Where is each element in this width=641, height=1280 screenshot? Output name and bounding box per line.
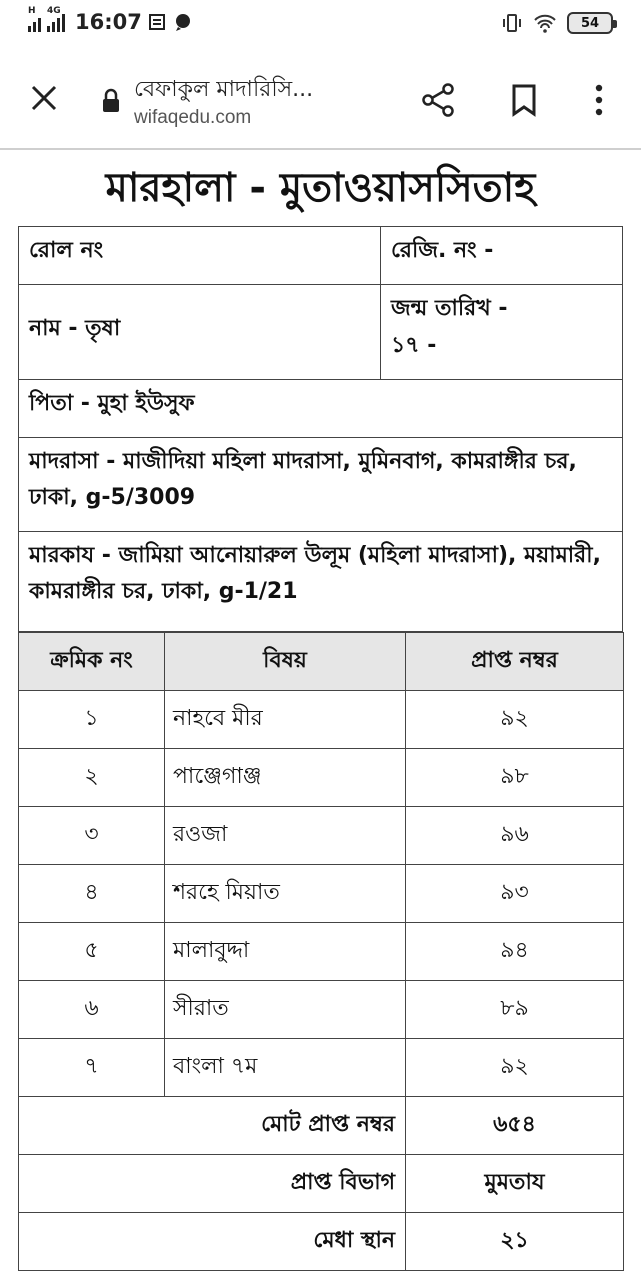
col-header-marks: প্রাপ্ত নম্বর <box>406 633 624 691</box>
row-serial: ৩ <box>19 807 165 865</box>
merit-label: মেধা স্থান <box>19 1213 406 1271</box>
table-row <box>19 981 624 1039</box>
total-row <box>19 1097 624 1155</box>
table-row <box>19 807 624 865</box>
father-row <box>19 380 623 438</box>
table-row <box>19 749 624 807</box>
row-subject: পাঞ্জেগাঞ্জ <box>165 749 406 807</box>
merit-value: ২১ <box>406 1213 624 1271</box>
battery-level: 54 <box>580 15 600 31</box>
row-marks: ৯২ <box>406 1039 624 1097</box>
page-title-text[interactable]: বেফাকুল মাদারিসি... <box>134 77 314 102</box>
col-header-serial: ক্রমিক নং <box>19 633 165 691</box>
marks-table <box>18 632 624 1271</box>
status-left <box>28 6 192 34</box>
dob-value: ১৭ - <box>391 333 437 358</box>
browser-toolbar <box>0 50 641 150</box>
close-icon[interactable] <box>26 80 62 116</box>
markaz-row <box>19 532 623 632</box>
table-row <box>19 1039 624 1097</box>
madrasa-label: মাদরাসা - মাজীদিয়া মহিলা মাদরাসা, মুমিনবাগ, কামরাঙ্গীর চর, ঢাকা, g-5/3009 <box>19 438 623 532</box>
roll-row <box>19 227 623 285</box>
row-marks: ৮৯ <box>406 981 624 1039</box>
row-subject: শরহে মিয়াত <box>165 865 406 923</box>
row-subject: সীরাত <box>165 981 406 1039</box>
row-serial: ৬ <box>19 981 165 1039</box>
battery-icon <box>567 12 613 34</box>
division-label: প্রাপ্ত বিভাগ <box>19 1155 406 1213</box>
row-marks: ৯৪ <box>406 923 624 981</box>
bookmark-icon[interactable] <box>506 82 542 118</box>
notification-icon <box>148 12 168 32</box>
table-row <box>19 691 624 749</box>
row-serial: ৫ <box>19 923 165 981</box>
row-marks: ৯২ <box>406 691 624 749</box>
chat-icon <box>174 13 192 31</box>
total-label: মোট প্রাপ্ত নম্বর <box>19 1097 406 1155</box>
signal-label: H <box>28 6 36 16</box>
name-label: নাম - তৃষা <box>19 285 381 380</box>
row-serial: ১ <box>19 691 165 749</box>
status-right <box>501 12 613 34</box>
total-value: ৬৫৪ <box>406 1097 624 1155</box>
table-row <box>19 923 624 981</box>
father-label: পিতা - মুহা ইউসুফ <box>19 380 623 438</box>
row-marks: ৯৮ <box>406 749 624 807</box>
status-time: 16:07 <box>75 10 142 34</box>
network-type-label: 4G <box>47 6 61 16</box>
dob-cell <box>381 285 623 380</box>
vibrate-icon <box>501 12 523 34</box>
reg-label: রেজি. নং - <box>381 227 623 285</box>
row-serial: ২ <box>19 749 165 807</box>
row-subject: মালাবুদ্দা <box>165 923 406 981</box>
roll-label: রোল নং <box>19 227 381 285</box>
url-text[interactable]: wifaqedu.com <box>134 107 252 128</box>
marks-header-row <box>19 633 624 691</box>
madrasa-row <box>19 438 623 532</box>
result-heading: মারহালা - মুতাওয়াসসিতাহ <box>105 165 536 211</box>
row-marks: ৯৩ <box>406 865 624 923</box>
division-value: মুমতায <box>406 1155 624 1213</box>
dob-label: জন্ম তারিখ - <box>391 296 508 321</box>
student-info-table <box>18 226 623 632</box>
markaz-label: মারকায - জামিয়া আনোয়ারুল উলূম (মহিলা মাদরাসা), ময়ামারী, কামরাঙ্গীর চর, ঢাকা, g-1/21 <box>19 532 623 632</box>
wifi-icon <box>533 13 557 33</box>
row-serial: ৪ <box>19 865 165 923</box>
share-icon[interactable] <box>418 80 458 120</box>
signal-4g-icon <box>47 6 65 32</box>
signal-icon <box>28 6 41 32</box>
row-marks: ৯৬ <box>406 807 624 865</box>
name-row <box>19 285 623 380</box>
row-serial: ৭ <box>19 1039 165 1097</box>
row-subject: রওজা <box>165 807 406 865</box>
merit-row <box>19 1213 624 1271</box>
row-subject: বাংলা ৭ম <box>165 1039 406 1097</box>
division-row <box>19 1155 624 1213</box>
more-vert-icon[interactable] <box>584 80 614 120</box>
table-row <box>19 865 624 923</box>
row-subject: নাহবে মীর <box>165 691 406 749</box>
col-header-subject: বিষয় <box>165 633 406 691</box>
lock-icon <box>100 88 122 114</box>
status-bar <box>0 0 641 50</box>
